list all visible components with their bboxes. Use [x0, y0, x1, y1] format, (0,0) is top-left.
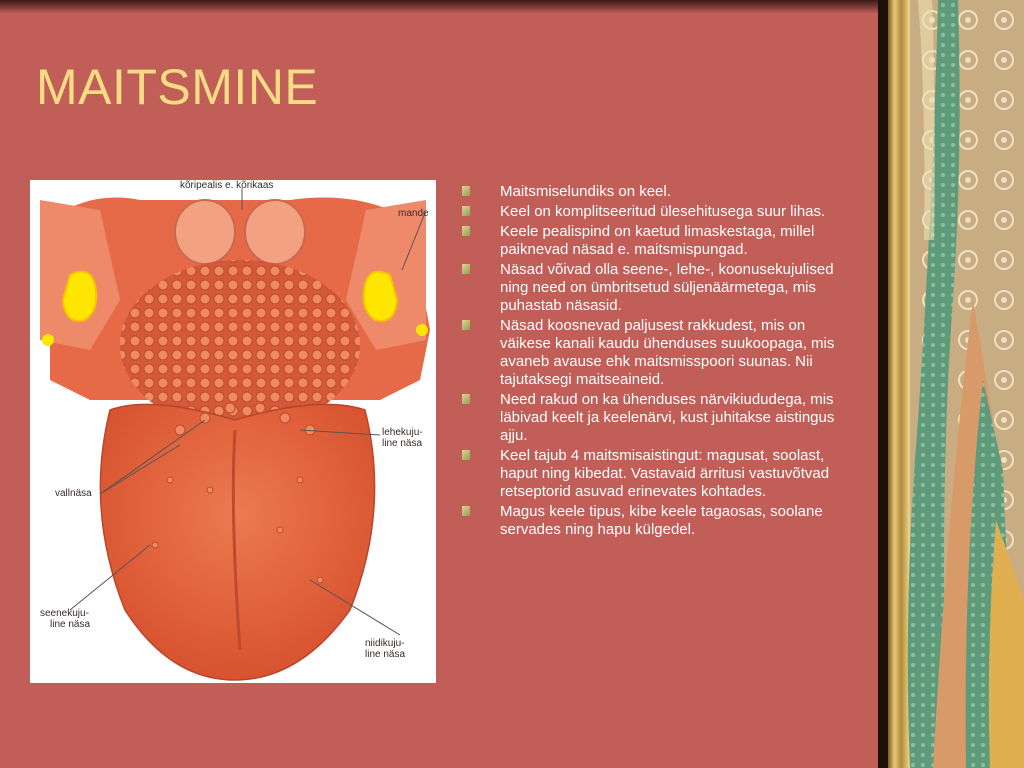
- bullet-list: [462, 183, 854, 541]
- bullet-item: [462, 203, 854, 221]
- bullet-text: Maitsmiselundiks on keel.: [500, 183, 671, 200]
- bullet-item: [462, 317, 854, 389]
- bullet-icon: [462, 206, 470, 216]
- bullet-icon: [462, 320, 470, 330]
- tongue-illustration: [30, 180, 436, 683]
- bullet-text: Keel on komplitseeritud ülesehitusega suur lihas.: [500, 203, 826, 220]
- bullet-item: [462, 183, 854, 201]
- tongue-drawing: [30, 180, 436, 683]
- bullet-icon: [462, 506, 470, 516]
- bullet-icon: [462, 450, 470, 460]
- slide-title: MAITSMINE: [36, 59, 319, 115]
- bullet-item: [462, 391, 854, 445]
- bullet-text: Need rakud on ka ühenduses närvikiududega, mis läbivad keelt ja keelenärvi, kust juhitakse aistingus ajju.: [500, 391, 835, 444]
- decorative-pattern: [878, 0, 1024, 768]
- bullet-item: [462, 447, 854, 501]
- label-vallate: vallnäsa: [55, 488, 92, 499]
- label-fungiform-1: seenekuju-: [40, 608, 89, 619]
- bullet-icon: [462, 264, 470, 274]
- label-tonsil: mande: [398, 208, 429, 219]
- bullet-text: Keel tajub 4 maitsmisaistingut: magusat, soolast, haput ning kibedat. Vastavaid ärritusi vastuvõtvad retseptorid asuvad erinevates kohtades.: [500, 447, 830, 500]
- bullet-item: [462, 261, 854, 315]
- bullet-text: Keele pealispind on kaetud limaskestaga, millel paiknevad näsad e. maitsmispungad.: [500, 223, 815, 258]
- bullet-text: Näsad koosnevad paljusest rakkudest, mis on väikese kanali kaudu ühenduses suukoopaga, mis avaneb avause ehk maitsmisspoori suunas. Nii tajutaksegi maitseaineid.: [500, 317, 835, 388]
- bullet-text: Magus keele tipus, kibe keele tagaosas, soolane servades ning hapu külgedel.: [500, 503, 823, 538]
- top-shadow: [0, 0, 880, 14]
- bullet-icon: [462, 394, 470, 404]
- label-fungiform-2: line näsa: [50, 619, 91, 630]
- bullet-icon: [462, 226, 470, 236]
- bullet-icon: [462, 186, 470, 196]
- label-filiform-2: line näsa: [365, 649, 406, 660]
- decorative-border: [878, 0, 1024, 768]
- label-epiglottis: kõripealis e. kõrikaas: [180, 180, 274, 191]
- label-filiform-1: niidikuju-: [365, 638, 405, 649]
- label-foliate-1: lehekuju-: [382, 427, 423, 438]
- bullet-item: [462, 223, 854, 259]
- label-foliate-2: line näsa: [382, 438, 423, 449]
- bullet-item: [462, 503, 854, 539]
- bullet-text: Näsad võivad olla seene-, lehe-, koonusekujulised ning need on ümbritsetud süljenäärmetega, mis puhastab näsasid.: [500, 261, 834, 314]
